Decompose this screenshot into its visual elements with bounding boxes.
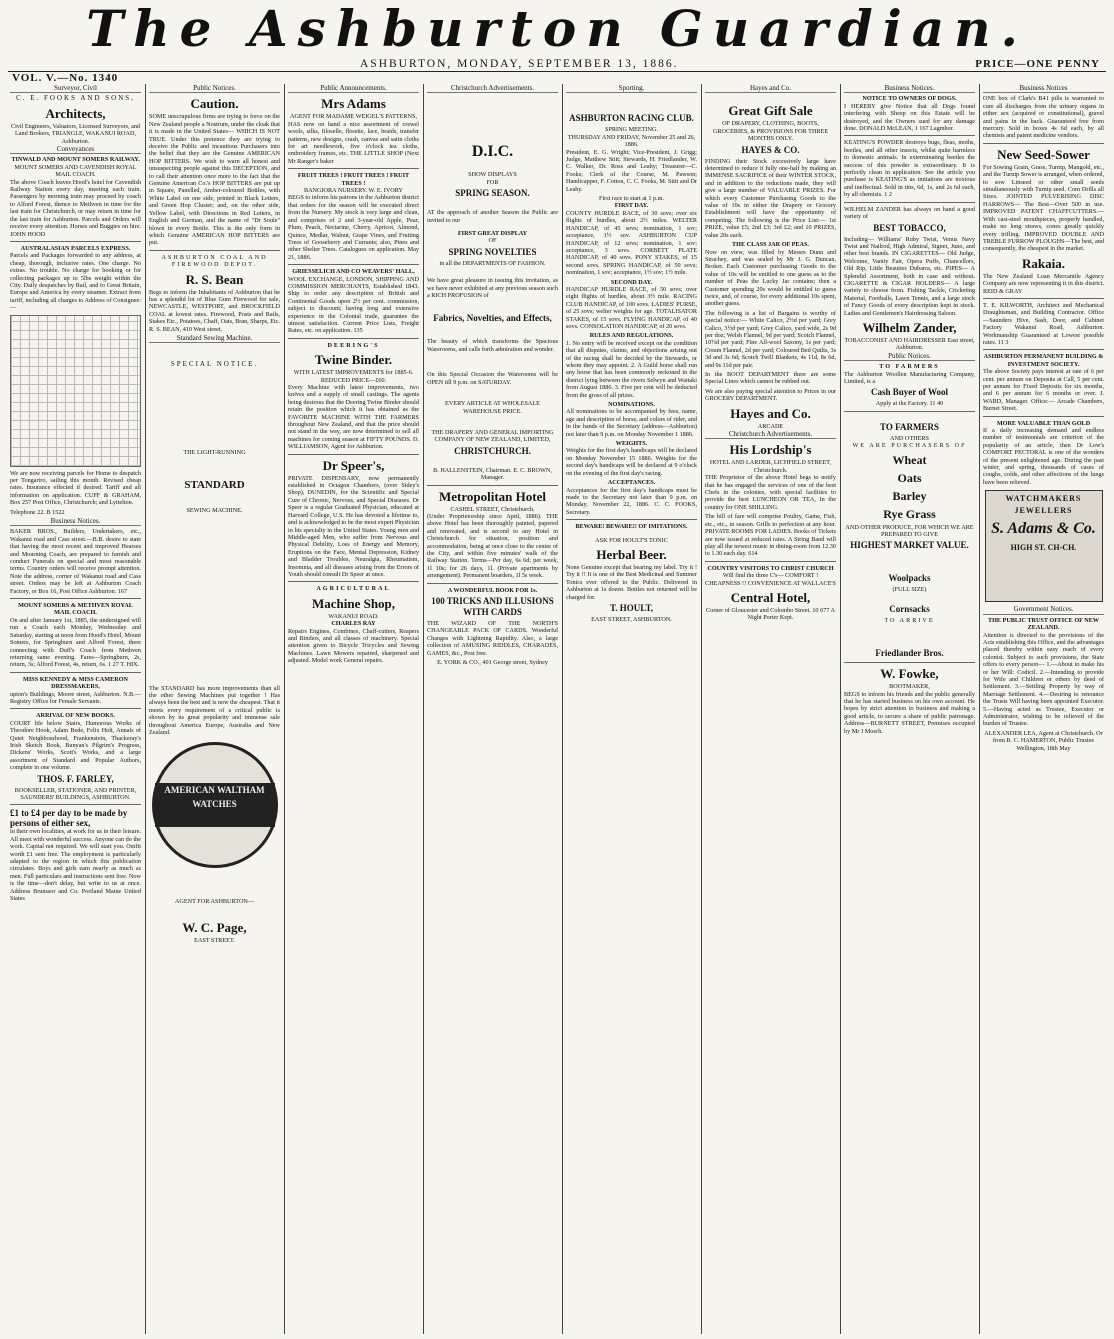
beer-sign: T. HOULT, <box>609 602 654 613</box>
caution-title: Caution. <box>190 96 239 112</box>
telephone: Telephone 22. B 1522 <box>10 508 65 516</box>
divider <box>844 135 975 136</box>
divider <box>288 168 419 169</box>
speer-title: Dr Speer's, <box>322 457 385 473</box>
methven-body: On and after January 1st, 1885, the undersigned will run a Coach each Monday, Wednesday and Saturday, starting at noon from Hood's Hotel, Mount Somers, for Springburn and Alford Forest, there connecting with Duff's Coach from Methven returning same evening. Fares—Springburn, 2s, return, 3s; Alford Forest, 4s, return, 6s. 1 27 T. HIX. <box>10 616 141 669</box>
deering-title: DEERING'S <box>327 341 380 349</box>
adams-sub: AGENT FOR MADAME WEIGEL'S PATTERNS, <box>290 113 417 121</box>
society-body: The above Society pays interest at rate of 6 per cent. per annum on Deposits at Call, 5 per cent. per annum for Fixed Deposits for six months, and 6 per annum for 6 months or over. J. WARD, Manager. Office:— Arcade Chambers, Burnet Street. <box>983 368 1104 413</box>
divider <box>288 338 419 339</box>
speer-body: PRIVATE DISPENSARY, now permanently established in Octagon Chambers, (over Sidey's Shop), DUNEDIN, for the Scientific and Special Cure of Chronic, Nervous, and Special Diseases. Dr Speer is a regular Graduated Physician, educated at Harvard College, U.S. He has devoted a lifetime to, and is acknowledged to be the most expert Physician in his specialty in the United States. Young men and Middle-aged Men, who suffer from Nervous and Physical Debility, Loss of Energy and Memory, Eruptions on the Face, Mental Depression, Kidney and Bladder Troubles, Neuralgia, Rheumatism, Insomnia, and all diseases arising from the Errors of Youth should consult Dr Speer at once. <box>288 474 419 578</box>
club-officers: President, E. G. Wright; Vice-President, J. Grigg; Judge, Matthew Stitt; Stewards, H. Friedlander, W. C. Walker, Dr. Ross and Leahy; Treasurer—C. Fooks; Clerk of the Course, M. Pawson; Handicapper, F. Cotton, C. C. Fooks, M. Stitt and Dr Leahy. <box>566 148 697 193</box>
fowke-body: BEGS to inform his friends and the public generally that he has started business on his own account. He hopes by strict attention to business and making a good article, to secure a share of public patronage. Address—BURNETT STREET, Premises occupied by Mr J Moerh. <box>844 690 975 735</box>
parcels-title: AUSTRALASIAN PARCELS EXPRESS. <box>20 244 131 252</box>
agri-body: Repairs Engines, Combines, Chaff-cutters, Reapers and Binders, and all classes of machinery. Special attention given to Bicycle Tricycles and Sewing Machines. Lawn Mowers repaired, sharpened and adjusted. Model work General repairs. <box>288 627 419 665</box>
parcels-note: We are now receiving parcels for Home to despatch per Tongariro, sailing this month. Revised cheap rates. Insurance effected if desired. Tariff and all information on application. CUFF & GRAHAM, Box 257 Post Office, Christchurch; and Lyttelton. <box>10 469 141 507</box>
divider <box>844 411 975 412</box>
jeweller-logo <box>985 490 1103 602</box>
dic-body2: We have great pleasure in issuing this invitation, as we have never exhibited at any previous season such a RICH PROFUSION of <box>427 277 558 300</box>
fowke-title: W. Fowke, <box>880 666 939 682</box>
beer-ask: ASK FOR HOULT'S TONIC <box>595 536 668 544</box>
loan-body: in their own localities, at work for us in their leisure. All meet with wonderful success. Anyone can do the work. Capital not required. We will start you. Outfit worth £1 sent free. The employment is particularly adapted to the region in which this publication circulates. Boys and girls earn nearly as much as men. Full particulars and instructions sent free. Now is the time—don't delay, but write to us at once. Address Brunssor and Co. Portland Maine United States <box>10 828 141 903</box>
column-rule <box>562 84 563 1334</box>
trust-date: Wellington, 18th May <box>1016 744 1071 752</box>
logo-jewellers: JEWELLERS <box>1014 505 1073 515</box>
woolpacks: Woolpacks <box>888 573 931 584</box>
section-header: Business Notices. <box>10 518 141 526</box>
column-rule <box>284 84 285 1334</box>
rules-body: 1. No entry will be received except on the condition that all disputes, claims, and objections arising out of the racing shall be decided by the Stewards, or whom they may appoint. 2. A Guild horse shall run any horse that has been commonly reckoned in the district lying between the rivers Selwyn and Waitaki from August 1886. 3. Five per cent will be deducted from the gross of all prizes. <box>566 339 697 399</box>
lordship-body: THE Proprietor of the above Hotel begs to notify that he has engaged the services of one of the best Chefs in the colonies, with special facilities to provide the best LUNCHEON OR TEA, In the country for ONE SHILLING. <box>705 474 836 511</box>
farmers-title-2: TO FARMERS <box>880 421 939 432</box>
nursery: BANGIORA NURSERY. W. E. IVORY <box>303 187 404 195</box>
dateline: ASHBURTON, MONDAY, SEPTEMBER 13, 1886. <box>360 58 679 70</box>
divider <box>844 202 975 203</box>
coal-title: ASHBURTON COAL AND FIREWOOD DEPOT. <box>161 253 268 269</box>
section-header: Public Announcements. <box>288 85 419 93</box>
book-title: A WONDERFUL BOOK FOR 1s. <box>447 586 538 594</box>
hayes-sign: Hayes and Co. <box>730 405 811 421</box>
dic-line7: in all the DEPARTMENTS OF FASHION. <box>439 259 546 267</box>
logo-watchmakers: WATCHMAKERS <box>1005 494 1082 504</box>
divider <box>427 485 558 486</box>
section-header: Surveyor, Civil <box>10 85 141 93</box>
society-title: ASHBURTON PERMANENT BUILDING & INVESTMENT SOCIETY. <box>983 353 1104 368</box>
wheat: Wheat <box>892 452 927 467</box>
twine-sub: WITH LATEST IMPROVEMENTS for 1885-6. REDUCED PRICE—£60. <box>293 369 414 384</box>
column-4 <box>427 84 558 1334</box>
zander-body: Including— Williams' Ruby Twist, Venus Navy Twist and Nailrod, High Admiral, Signet, Juno, and other best brands. IN CIGARETTES— Old Judge, Welcome, Vanity Fair, Opera Puffs, Chancellors, Old Rip, Little Beauties Dubarra, etc. PIPES— A Splendid Assortment, both in case and without. CIGARETTE & CIGAR HOLDERS— A large variety to choose from. Fishing Tackle, Cricketing Material, Footballs, Lawn Tennis, and a large stock of Fancy Goods of every description kept in stock. Ladies and Gentlemen's Hairdressing Saloon. <box>844 235 975 317</box>
country-body: Will find the three C's— COMFORT ! CHEAPNESS !! CONVENIENCE AT WALLACE'S <box>705 572 836 587</box>
nominations-body: All nominations to be accompanied by fees, name, age and description of horse, and colors of rider, and in the hands of the Secretary (address—Ashburton) not later than 9 p.m. on Monday November 1 1886. <box>566 408 697 438</box>
column-rule <box>840 84 841 1334</box>
rules-title: RULES AND REGULATIONS. <box>589 332 674 340</box>
rakaia-body: The New Zealand Loan Mercantile Agency Company are now representing it in this district. REID & GRAY <box>983 272 1104 295</box>
dic-body6: THE DRAPERY AND GENERAL IMPORTING COMPANY OF NEW ZEALAND, LIMITED, <box>431 428 554 444</box>
divider <box>288 454 419 455</box>
grieg-body: WOOL EXCHANGE, LONDON, SHIPPING AND COMMISSION MERCHANTS, Established 1843. Ship to order any description of British and Continental Goods upon 2½ per cent. commission, subject to discount; having long and extensive experience in the Colonial trade, guarantee the utmost satisfaction. Current Price Lists, Freight Rates, etc. on application. 135 <box>288 275 419 335</box>
beer-addr: EAST STREET, ASHBURTON. <box>591 615 672 623</box>
gift-body: FINDING their Stock excessively large have determined to reduce it fully one-half by making an IMMENSE SACRIFICE of their WINTER STOCK, and in addition to the reductions made, they will give a large number of VALUABLE PRIZES. For which every Customer Purchasing Goods to the value of 10s in either the Drapery or Grocery Establishment will have the opportunity of competing. The following is the Price List:— 1st PRIZE, value £5; 2nd £3; 3rd £2; and 10 PRIZES, value 20s each. <box>705 157 836 239</box>
factory: Apply at the Factory. 11 40 <box>875 400 944 408</box>
kennedy-title: MISS KENNEDY & MISS CAMERON DRESSMAKERS, <box>23 675 128 691</box>
central-title: Central Hotel, <box>730 589 811 605</box>
book-body: THE WIZARD OF THE NORTH'S CHANGEABLE PACK OF CARDS. Wonderful Changes with Lightning Rapidity. Also, a large collection of AMUSING RIDDLES, CHARADES, GAMES, &c., Post free. <box>427 620 558 657</box>
woollen: The Ashburton Woollen Manufacturing Company, Limited, is a <box>844 370 975 385</box>
central-addr: Corner of Gloucester and Colombo Street. 10 677 A Night Porter Kept. <box>705 606 836 622</box>
volume-number: VOL. V.—No. 1340 <box>12 72 119 84</box>
section-header: Sporting. <box>566 85 697 93</box>
book-sign: E. YORK & CO., 401 George street, Sydney <box>437 659 548 667</box>
section-header: Conveyances <box>10 146 141 154</box>
column-rule <box>701 84 702 1334</box>
logo-address: HIGH ST. CH-CH. <box>1010 543 1077 553</box>
dic-sign: B. HALLENSTEIN, Chairman. E. C. BROWN, Manager. <box>433 466 552 482</box>
kilworth-body: T. E. KILWORTH, Architect and Mechanical Draughtsman, and Building Contractor. Office—Saunders Hive, Sash, Door, and Cabinet Factory Wakanui Road, Ashburton. Workmanship Guaranteed at Lowest possible rates. 11 3 <box>983 301 1104 346</box>
divider <box>149 250 280 251</box>
first-race: First race to start at 1 p.m. <box>599 195 664 203</box>
second-day-body: HANDICAP HURDLE RACE, of 50 sovs; over eight flights of hurdles, about 3½ mile. RACING CLUB HANDICAP, of 100 sovs. LADIES' PURSE, of 25 sovs; welter weights for age. TOTALISATOR STAKES, of 15 sovs. FLYING HANDICAP, of 40 sovs. CONSOLATION HANDICAP, of 20 sovs. <box>566 285 697 330</box>
dic-line2: FOR <box>486 178 499 186</box>
weights-body: Weights for the first day's handicaps will be declared on Monday November 15 1886. Weights for the second day's handicaps will be declared at 9 o'clock on the evening of the first day's racing. <box>566 447 697 477</box>
seed-title: New Seed-Sower <box>997 146 1090 162</box>
seed-body: For Sowing Grain, Grass, Turnip, Mangold, etc., and the Turnip Sower is arranged, when ordered, to sow Linseed or other small seeds simultaneously with Turnip seed. Corn Drills all Sizes. JOINTED PULVERISING DISC HARROWS— The Best—Over 500 in use. IMPROVED PATENT CHAFFCUTTERS.—With cast-steel mouthpieces, properly handled, make no long straws, cones greatly quickly every trifling. IMPROVED DOUBLE AND TREBLE FURROW PLOUGHS—The best, and consequently, the cheapest in the market. <box>983 163 1104 253</box>
dic-body1: AT the approach of another Season the Public are invited to our <box>427 209 558 224</box>
divider <box>705 561 836 562</box>
farley-addr: SAUNDERS' BUILDINGS, ASHBURTON. <box>20 794 131 801</box>
purchasers: WE ARE PURCHASERS OF <box>852 442 967 450</box>
agri-sub: Machine Shop, <box>311 595 396 611</box>
column-rule <box>979 84 980 1334</box>
agent-label: AGENT FOR ASHBURTON— <box>174 898 255 906</box>
page-addr: EAST STREET. <box>194 936 235 944</box>
section-header: Standard Sewing Machine. <box>149 335 280 343</box>
farley-sub: BOOKSELLER, STATIONER, AND PRINTER, <box>14 786 137 794</box>
boot-body: We are also paying special attention to Prices in our GROCERY DEPARTMENT. <box>705 387 836 403</box>
books-body: COURT life below Stairs, Humorous Works of Theodore Hook, Adam Bede, Felix Holt, Annals of Quiet Neighbourhood, Frankenstein, Thackeray's Irish Sketch Book, Bunyan's Pilgrim's Progress, Dickens' Works, Scott's Works, and a large assortment of Standard and Popular Authors, complete in one volume. <box>10 719 141 772</box>
highest: HIGHEST MARKET VALUE. <box>850 540 969 551</box>
caution-body: SOME unscrupulous firms are trying to force on the New Zealand people a Nostrum, under the cloak that it is made in the United States— WHICH IS NOT TRUE. Under this pretence they are trying to deceive the Public and incautious Purchasers into the belief that they are the Genuine AMERICAN HOP BITTERS. We wish to warn all honest and unsuspecting people against this DECEPTION, and to call their attention once more to the fact that the Genuine American Co.'s HOP BITTERS are put up in Square, Panelled, Amber-coloured Bottles, with White Label on one side, printed in Black Letters, and Green Hop Cluster; and, on the other side, Yellow Label, with Directions in Red Letters, in English and German, and the name of "Dr Soule" blown in every Bottle. This is the only form in which Genuine AMERICAN HOP BITTERS are put. <box>149 113 280 247</box>
trust-sign: ALEXANDER LEA, Agent at Christchurch. Or from B. C. HAMERTON, Public Trustee <box>984 729 1103 745</box>
column-3 <box>288 84 419 1334</box>
second-day: SECOND DAY. <box>610 278 653 286</box>
coach-body: The above Coach leaves Hood's hotel for Cavendish Railway Station every day, meeting each train. Passengers by morning train may proceed by coach to Alford Forest, thence to Methven in time for the last train for Christchurch, or may return in time for the last train for Ashburton. Parcels and Orders will receive every attention. Horses and Buggies on hire. JOHN HOOD <box>10 178 141 238</box>
boot-dept: In the BOOT DEPARTMENT there are some Special Lines which cannot be rubbed out. <box>705 371 836 386</box>
dic-line5: OF <box>488 237 497 245</box>
club-sub: SPRING MEETING. <box>605 126 658 134</box>
and-others: AND OTHERS <box>889 434 930 442</box>
farley-name: THOS. F. FARLEY, <box>37 773 114 784</box>
divider <box>10 804 141 805</box>
first-day-body: COUNTY HURDLE RACE, of 30 sovs; over six flights of hurdles, about 2½ miles. WELTER HANDICAP, of 45 sovs; nomination, 1 sov; acceptance, 1½ sov. ASHBURTON CUP HANDICAP, of 12 sovs; nomination, 1 sov; acceptance, 3 sovs. CORBETT PLATE HANDICAP, of 40 sovs. PONY STAKES, of 15 second sovs. SPRING HANDICAP, of 50 sovs; nomination, 1 sov; acceptance, 1½ sov; 1½ mile. <box>566 209 697 277</box>
keating-body: KEATING'S POWDER destroys bugs, fleas, moths, beetles, and all other insects, whilst quite harmless to domestic animals. In exterminating beetles the success of this powder is extraordinary. It is perfectly clean in application. See the article you purchase is KEATING'S as imitations are noxious and ineffectual. Sold in tins, 6d, 1s, and 2s 6d each, by all chemists. 1 2 <box>844 139 975 199</box>
lordship-title: His Lordship's <box>729 442 812 458</box>
divider <box>844 662 975 663</box>
architects-title: Architects, <box>45 105 106 121</box>
special-notice-title: SPECIAL NOTICE. <box>170 360 259 369</box>
dic-line6: SPRING NOVELTIES <box>448 246 537 257</box>
club-title: ASHBURTON RACING CLUB. <box>569 113 694 124</box>
sewing-machine: SEWING MACHINE. <box>186 507 243 515</box>
trust-title: THE PUBLIC TRUST OFFICE OF NEW ZEALAND. <box>987 616 1100 632</box>
dic-line1: SHOW DISPLAYS <box>468 171 517 179</box>
divider <box>983 416 1104 417</box>
produce: AND OTHER PRODUCE, FOR WHICH WE ARE PREPARED TO GIVE <box>845 523 974 539</box>
arcade: ARCADE <box>757 422 784 430</box>
accept-body: Acceptances for the first day's handicaps must be made to the Secretary not later than 9 p.m. on Monday, November 22, 1886. C. C. FOOKS, Secretary. <box>566 486 697 516</box>
divider <box>427 583 558 584</box>
hotel-sub: CASHEL STREET, Christchurch. <box>450 505 535 513</box>
peas-title: THE CLASS JAR OF PEAS. <box>732 241 809 249</box>
peas-body: Now on view, was filled by Messrs Dunn and Strachey, and was sealed by Mr J. G. Duncan, Broker. Each Customer purchasing Goods to the value of 10s will be entitled to one guess as to the number of Peas the Lucky Jar contains; then a Customer spending 20s would be entitled to guess twice, and, of course, for every additional 10s spent, another guess. <box>705 248 836 308</box>
lordship-sub: HOTEL AND LARDER, LICHFIELD STREET, Christchurch. <box>709 459 832 474</box>
column-6 <box>705 84 836 1334</box>
waltham-watch-emblem <box>152 742 278 868</box>
accept-title: ACCEPTANCES. <box>607 479 656 487</box>
logo-name: S. Adams & Co. <box>991 520 1096 538</box>
divider <box>288 581 419 582</box>
section-header: Christchurch Advertisements. <box>705 431 836 439</box>
section-header: Business Notices. <box>844 85 975 93</box>
clark-body: ONE box of Clark's B41 pills is warranted to cure all discharges from the urinary organs in either sex (acquired or constitutional), gravel and pains in the back. Guaranteed free from mercury. Sold in boxes 4s 6d each, by all chemists and patent medicine vendors. <box>983 95 1104 140</box>
section-header: Public Notices. <box>844 353 975 361</box>
dic-line3: SPRING SEASON. <box>455 188 530 199</box>
agri-owner: CHARLES RAY <box>331 620 376 628</box>
adams-body: HAS now on hand a nice assortment of crewel wools, silks, filoselle, flosette, lace, braids, transfer patterns, new designs, crash, canvas and satin cloths for art needlework, five o'clock tea cloths, embroidery frames, etc. THE LITTLE SHOP (Next Mr Ranger's baker <box>288 120 419 165</box>
divider <box>566 519 697 520</box>
rates-table <box>10 315 141 467</box>
hotel-body: (Under Proprietorship since April, 1886). THE above Hotel has been thoroughly painted, papered and renovated, and is second to any Hotel in Christchurch for situation, position and accommodation, being at once close to the centre of the City, and within five minutes' walk of the Railway Station. Terms—Per day, 6s 6d; per week, 1l 10s; for 26 days, 1l. (Private apartments by arrangement). Permanent boarders, 1l 5s week. <box>427 512 558 580</box>
bean-title: R. S. Bean <box>185 271 244 287</box>
column-8 <box>983 84 1104 1334</box>
light-running: THE LIGHT-RUNNING <box>183 448 246 456</box>
section-header: Christchurch Advertisements. <box>427 85 558 93</box>
masthead <box>0 0 1114 58</box>
column-5 <box>566 84 697 1334</box>
dic-line8: Fabrics, Novelties, and Effects, <box>433 313 552 324</box>
masthead-rule <box>8 71 1106 72</box>
divider <box>983 143 1104 144</box>
standard-body: The STANDARD has more improvements than all the other Sewing Machines put together ! Has always been the best and is now the cheapest. That it meets every requirement of a critical public is shown by its great popularity and immense sale throughout America Europe, Australia and New Zealand. <box>149 684 280 737</box>
dic-body4: On this Special Occasion the Warerooms will be OPEN till 9 p.m. on SATURDAY. <box>427 371 558 386</box>
dateline-bar <box>0 58 1114 72</box>
valuable-title: MORE VALUABLE THAN GOLD <box>996 419 1091 427</box>
fowke-sub: BOOTMAKER, <box>889 683 930 691</box>
price: PRICE—ONE PENNY <box>975 58 1100 70</box>
standard-title: STANDARD <box>184 479 245 492</box>
twine-body: Every Machine with latest improvements, two knives and a supply of small castings. The agents being desirous that the Deering Twine Binder should retain the position which it has obtained as the FAVORITE MACHINE WITH THE FARMERS throughout New Zealand, and that the price should not stand in the way, are now determined to sell all machines for coming season at FIFTY POUNDS. D. WILLIAMSON, Agent for Ashburton. <box>288 384 419 451</box>
list-body: The following is a list of Bargains is worthy of special notice:— White Calico, 2½d per yard; Grey Calico, 3½d per yard; Grey Calico, yard wide, 2s 9d per doz; Welsh Flannel, 9d per yard; Scotch Flannel, 10½d per yard; Fine All-wool Saxony, 1s per yard; Cream Flannel, 2d per yard; Coloured Bed Quilts, 3s 3d and 3s 6d; Scotch Twill Blankets, 4s 11d, 8s 6d, and 9s 11d per pair. <box>705 309 836 369</box>
beer-title: Herbal Beer. <box>596 546 667 562</box>
coach-title: TINWALD AND MOUNT SOMERS RAILWAY. <box>11 156 140 164</box>
gift-sub: OF DRAPERY, CLOTHING, BOOTS, GROCERIES, & PROVISIONS FOR THREE MONTHS ONLY. <box>712 120 829 143</box>
agri-title: AGRICULTURAL <box>316 585 391 593</box>
section-header: Government Notices. <box>983 606 1104 614</box>
adams-title: Mrs Adams <box>321 96 386 112</box>
country-title: COUNTRY VISITORS TO CHRIST CHURCH <box>707 564 834 572</box>
coach-sub: MOUNT SOMERS AND CAVENDISH ROYAL MAIL COACH. <box>14 163 137 179</box>
club-dates: THURSDAY AND FRIDAY, November 25 and 26, 1886. <box>567 133 696 149</box>
dic-body3: The beauty of which transforms the Spacious Warerooms, and calls forth admiration and wonder. <box>427 338 558 353</box>
oats: Oats <box>897 470 922 485</box>
book-line: 100 TRICKS AND ILLUSIONS WITH CARDS <box>431 596 554 617</box>
zander-intro: WILHELM ZANDER has always on hand a good variety of <box>844 205 975 221</box>
firm-name: C. E. FOOKS AND SONS, <box>16 94 135 103</box>
dic-title: D.I.C. <box>471 143 514 161</box>
grieg-title: GRIESSELICH AND CO WEAVERS' HALL, <box>292 268 415 276</box>
beer-body: None Genuine except that bearing my label. Try it ! Try it !! It is one of the Best Medicinal and Summer Tonics ever offered to the Public. Delivered in Ashburton at 1s dozen. Bottles not returned will be charged for. <box>566 563 697 601</box>
hotel-title: Metropolitan Hotel <box>439 488 546 504</box>
parcels-body: Parcels and Packages forwarded to any address, at cheap, thorough, inclusive rates. One charge. No extras. No trouble. No charge for booking or for collecting packages up to 5lbs weight within the City. Daily despatches by Rail, and to Great Britain, Europe and America by every steamer. Extract from tariff, including all charges to Address of Consignee:— <box>10 252 141 312</box>
farmers-title: TO FARMERS <box>879 363 940 371</box>
column-rule <box>145 84 146 1334</box>
methven-title: MOUNT SOMERS & METHVEN ROYAL MAIL COACH. <box>18 602 133 617</box>
section-header: Hayes and Co. <box>705 85 836 93</box>
divider <box>288 264 419 265</box>
weights-title: WEIGHTS. <box>615 440 648 448</box>
gift-title: Great Gift Sale <box>728 103 813 119</box>
dic-body5: EVERY ARTICLE AT WHOLESALE WAREHOUSE PRICE. <box>445 400 540 415</box>
dogs-body: I HEREBY give Notice that all Dogs found interfering with Sheep on this Estate will be destroyed, and the Owners sued for any damage done. DONALD McLEAN, 1 167 Lagmhor. <box>844 102 975 133</box>
column-rule <box>423 84 424 1334</box>
watch-label: AMERICAN WALTHAM WATCHES <box>155 783 275 827</box>
divider <box>10 241 141 242</box>
nominations-title: NOMINATIONS. <box>608 401 655 409</box>
lordship-more: The bill of fare will comprise Poultry, Game, Fish, etc., etc., in season. Grills to perfection at any hour. PRIVATE ROOMS FOR LADIES. Books of Tickets are now issued at reduced rates. A String Band will play all the newest music in dining-room from 12.30 to 1.30 each day. 614 <box>705 513 836 558</box>
section-header: Public Notices. <box>149 85 280 93</box>
section-header: Business Notices <box>983 85 1104 93</box>
twine-title: Twine Binder. <box>314 352 393 368</box>
ivory-body: BEGS to inform his patrons in the Ashburton district that orders for the season will be executed direct from the Nursery. My stock is very large and clean, and comprises of 2 and 3-year-old Apple, Pear, Plum, Peach, Nectarine, Cherry, Apricot, Almond, Quince, Medlar, Walnut, Grape Vines, and Fruiting Trees of Gooseberry and Currants; also, Pines and other Shelter Trees. Catalogues on application. May 21, 1886. <box>288 194 419 261</box>
kennedy-body: upton's Buildings, Moore street, Ashburton. N.B.—Registry Office for Female Servants. <box>10 690 141 705</box>
architects-sub: Civil Engineers, Valuators, Licensed Surveyors, and Land Brokers, TRIANGLE, WAKANUI ROAD, Ashburton. <box>10 122 141 145</box>
fruit-trees: FRUIT TREES ! FRUIT TREES ! FRUIT TREES ! <box>297 172 410 187</box>
zander-name: Wilhelm Zander, <box>862 319 957 335</box>
tobacco: BEST TOBACCO, <box>873 222 946 233</box>
beware-title: BEWARE! BEWARE!! OF IMITATIONS. <box>575 523 688 531</box>
dogs-title: NOTICE TO OWNERS OF DOGS. <box>862 95 957 103</box>
divider <box>983 298 1104 299</box>
baker-body: BAKER BROS., Builders, Undertakers, etc., Wakanui road and Cass street.—B.B. desire to state that having the most recent and improved Hearses and Mourning Coach, are prepared to furnish and conduct Funerals on special and most reasonable terms. Country orders will receive prompt attention. Note the address, corner of Wakanui road and Cass street. Orders may be left at Ashburton Coach Factory, or Box 16, Post Office Ashburton. 167 <box>10 528 141 595</box>
dic-city: CHRISTCHURCH. <box>454 445 531 456</box>
barley: Barley <box>892 488 927 503</box>
dic-line4: FIRST GREAT DISPLAY <box>457 230 528 238</box>
masthead-title: The Ashburton Guardian. <box>86 0 1028 58</box>
bean-body: Begs to inform the Inhabitants of Ashburton that he has a splendid lot of Blue Gum Firewood for sale, NEWCASTLE, WESTPORT, and BROCKFIELD COAL at lowest rates. Firewood, Posts and Rails, Stakes Etc., Potatoes, Chaff, Oats, Bran, Sharps, Etc. R. S. BEAN, 410 West street. <box>149 288 280 333</box>
first-day: FIRST DAY. <box>614 202 649 210</box>
agri-addr: WAKANUI ROAD. <box>328 612 379 620</box>
divider <box>10 598 141 599</box>
divider <box>983 349 1104 350</box>
column-1 <box>10 84 141 1334</box>
books-title: ARRIVAL OF NEW BOOKS. <box>36 712 115 720</box>
arrive: TO ARRIVE <box>884 616 935 624</box>
divider <box>10 708 141 709</box>
column-2 <box>149 84 280 1334</box>
zander-sub: TOBACCONIST AND HAIRDRESSER East street, Ashburton. <box>844 336 975 352</box>
cornsacks: Cornsacks <box>889 603 930 614</box>
full-size: (FULL SIZE) <box>892 586 927 594</box>
trust-body: Attention is directed to the provisions of the Acts establishing this Office, and the advantages placed thereby within easy reach of every colonist. Subject to such provisions, the State offers to every person— 1.—About to make his or her Will: Codicil. 2.—Intending to provide for Wife and Children or others by deed of Settlement. 3.—Settling Property by way of Marriage Settlement. 4.—Desiring to renounce the Trusts Will having been appointed Executor. 5.—Having acted as Trustee, Executor or Administrator, wishing to be relieved of the burden of Trustee. <box>983 631 1104 728</box>
rye-grass: Rye Grass <box>883 506 936 521</box>
wool-title: Cash Buyer of Wool <box>871 387 948 398</box>
page-name: W. C. Page, <box>182 919 247 935</box>
valuable-body: If a daily increasing demand and endless number of testimonials are criterion of the popularity of an article, then Dr Low's COMFORT PECTORAL is one of the wonders of the present enlightened age. During the past winter, and spring, thousands of cases of coughs, colds, and other affections of the lungs have been relieved. <box>983 427 1104 486</box>
rakaia-title: Rakaia. <box>1022 255 1065 271</box>
divider <box>10 672 141 673</box>
loan-title: £1 to £4 per day to be made by persons of either sex, <box>10 808 128 829</box>
column-7 <box>844 84 975 1334</box>
hayes-name: HAYES & CO. <box>741 144 800 155</box>
friedlander: Friedlander Bros. <box>875 648 944 659</box>
